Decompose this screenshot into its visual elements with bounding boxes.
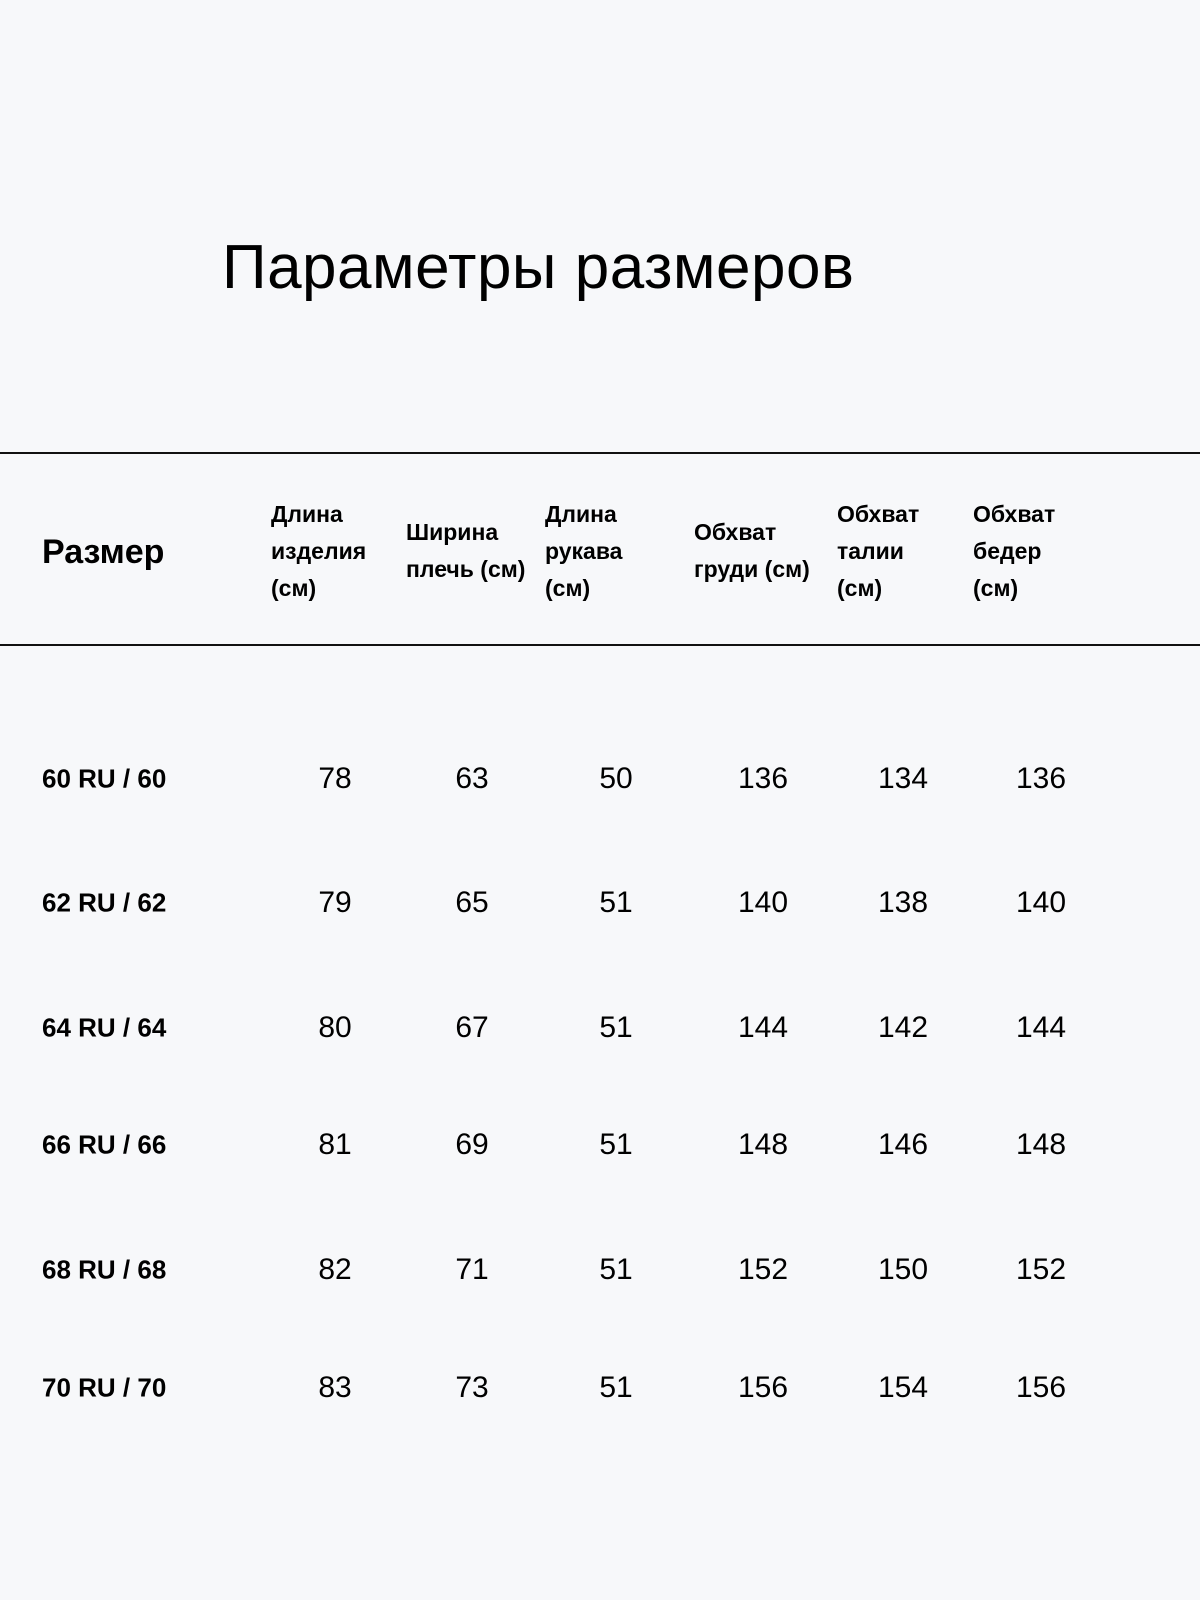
row-size-label: 66 RU / 66 <box>42 1129 167 1160</box>
table-cell: 154 <box>877 1371 929 1404</box>
table-cell: 73 <box>455 1371 489 1404</box>
table-cell: 83 <box>318 1371 352 1404</box>
table-cell: 51 <box>599 1128 633 1161</box>
table-cell: 140 <box>1015 886 1067 919</box>
table-cell: 152 <box>737 1253 789 1286</box>
header-shoulder-width: Ширина плечь (см) <box>406 519 526 582</box>
table-cell: 51 <box>599 1371 633 1404</box>
table-cell: 144 <box>1015 1011 1067 1044</box>
table-cell: 156 <box>1015 1371 1067 1404</box>
table-cell: 148 <box>1015 1128 1067 1161</box>
table-cell: 134 <box>877 762 929 795</box>
table-cell: 51 <box>599 1011 633 1044</box>
header-hips: Обхват бедер (см) <box>973 501 1056 601</box>
table-cell: 50 <box>599 762 633 795</box>
page-title: Параметры размеров <box>222 233 855 302</box>
table-cell: 71 <box>455 1253 489 1286</box>
header-size: Размер <box>42 533 165 571</box>
table-cell: 144 <box>737 1011 789 1044</box>
table-cell: 138 <box>877 886 929 919</box>
table-cell: 63 <box>455 762 489 795</box>
row-size-label: 60 RU / 60 <box>42 763 167 794</box>
table-cell: 65 <box>455 886 489 919</box>
table-cell: 148 <box>737 1128 789 1161</box>
table-cell: 150 <box>877 1253 929 1286</box>
header-bottom-divider <box>0 644 1200 646</box>
table-cell: 81 <box>318 1128 352 1161</box>
header-sleeve-length: Длина рукава (см) <box>545 501 623 601</box>
table-cell: 67 <box>455 1011 489 1044</box>
table-cell: 51 <box>599 886 633 919</box>
row-size-label: 68 RU / 68 <box>42 1254 167 1285</box>
table-cell: 82 <box>318 1253 352 1286</box>
header-top-divider <box>0 452 1200 454</box>
table-cell: 152 <box>1015 1253 1067 1286</box>
header-chest: Обхват груди (см) <box>694 519 810 582</box>
table-cell: 78 <box>318 762 352 795</box>
table-cell: 140 <box>737 886 789 919</box>
header-length: Длина изделия (см) <box>271 501 367 601</box>
table-cell: 136 <box>1015 762 1067 795</box>
table-cell: 136 <box>737 762 789 795</box>
header-waist: Обхват талии (см) <box>837 501 920 601</box>
table-cell: 69 <box>455 1128 489 1161</box>
row-size-label: 70 RU / 70 <box>42 1372 167 1403</box>
table-cell: 79 <box>318 886 352 919</box>
table-cell: 80 <box>318 1011 352 1044</box>
row-size-label: 62 RU / 62 <box>42 887 167 918</box>
table-cell: 142 <box>877 1011 929 1044</box>
table-cell: 146 <box>877 1128 929 1161</box>
table-cell: 51 <box>599 1253 633 1286</box>
row-size-label: 64 RU / 64 <box>42 1012 167 1043</box>
table-cell: 156 <box>737 1371 789 1404</box>
